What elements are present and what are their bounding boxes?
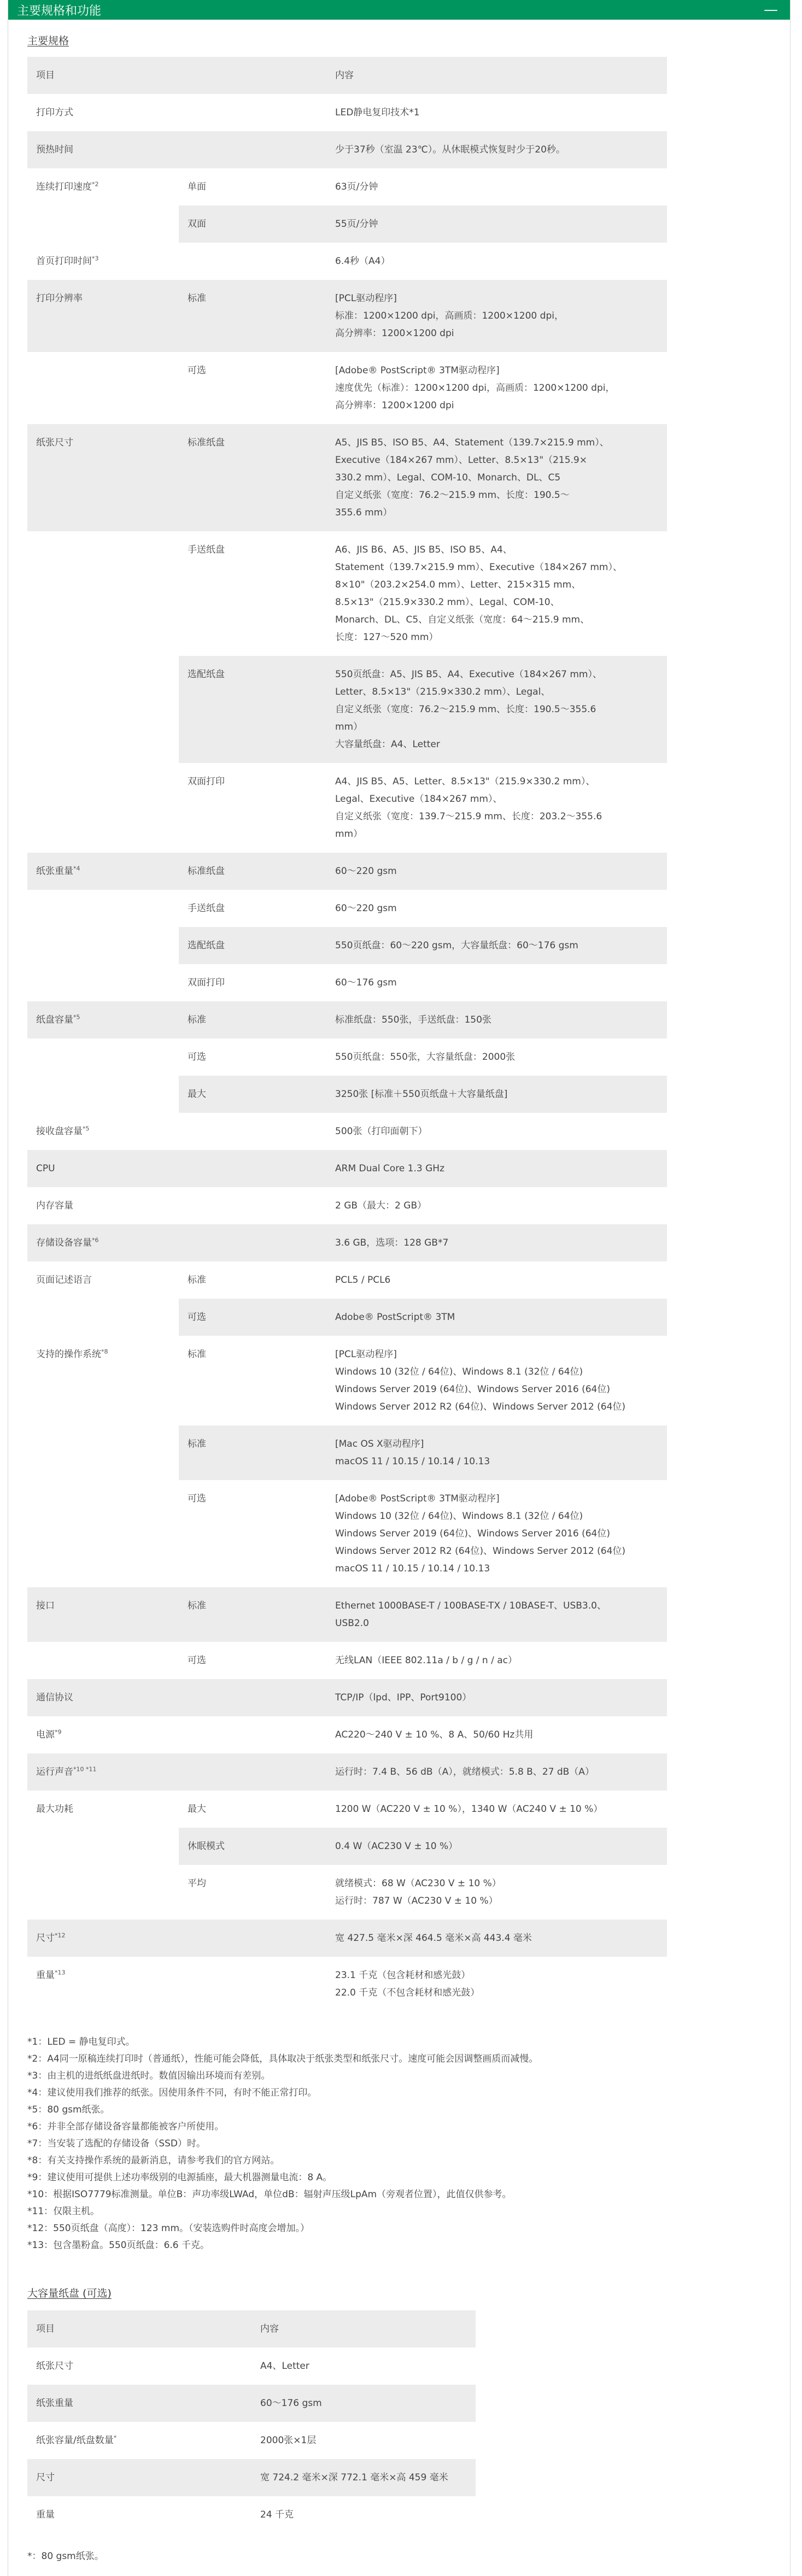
row-value <box>335 362 658 414</box>
row-value-line: 3.6 GB，选项：128 GB*7 <box>335 1237 449 1248</box>
row-sublabel: 标准 <box>188 1439 206 1450</box>
table-row <box>27 2348 476 2385</box>
table-row <box>27 1753 667 1791</box>
row-label: 连续打印速度 <box>36 181 92 192</box>
row-sublabel: 休眠模式 <box>188 1841 225 1852</box>
table-row <box>27 964 667 1001</box>
footnote-ref: *12 <box>55 1932 66 1939</box>
row-value <box>335 141 658 159</box>
row-sublabel: 最大 <box>188 1804 206 1815</box>
row-label: 接口 <box>36 1600 55 1611</box>
table-row <box>27 531 667 656</box>
row-value <box>335 1763 658 1781</box>
row-sublabel: 最大 <box>188 1089 206 1100</box>
row-sublabel: 双面打印 <box>188 776 225 787</box>
table-row <box>27 1261 667 1299</box>
footnote: *2：A4同一原稿连续打印时（普通纸），性能可能会降低，具体取决于纸张类型和纸张尺寸。速度可能会因调整画质而减慢。 <box>27 2053 538 2064</box>
row-value <box>335 1308 658 1326</box>
table-header-row <box>27 2310 476 2348</box>
row-value: 24 千克 <box>260 2509 294 2520</box>
row-value-line: 355.6 mm） <box>335 507 393 518</box>
row-value-line: 0.4 W（AC230 V ± 10 %） <box>335 1841 458 1852</box>
row-value <box>335 1085 658 1103</box>
hcf-spec-table <box>27 2310 476 2533</box>
row-value-line: 高分辨率：1200×1200 dpi <box>335 400 454 411</box>
row-label: 纸张重量 <box>36 866 73 877</box>
row-sublabel: 手送纸盘 <box>188 903 225 914</box>
main-spec-title: 主要规格 <box>27 35 69 47</box>
row-sublabel: 标准 <box>188 1600 206 1611</box>
row-value <box>335 1597 658 1632</box>
row-value <box>335 104 658 121</box>
row-value-line: Monarch、DL、C5、自定义纸张（宽度：64～215.9 mm、 <box>335 614 590 625</box>
table-row <box>27 1001 667 1038</box>
row-sublabel: 手送纸盘 <box>188 544 225 555</box>
minus-icon[interactable]: — <box>764 2 778 18</box>
row-value <box>335 1652 658 1669</box>
row-value-line: 无线LAN（IEEE 802.11a / b / g / n / ac） <box>335 1655 518 1666</box>
table-row <box>27 2496 476 2533</box>
row-value-line: Windows Server 2019 (64位)、Windows Server 2016 (64位) <box>335 1528 611 1539</box>
row-sublabel: 可选 <box>188 1493 206 1504</box>
row-label: 打印分辨率 <box>36 293 83 304</box>
row-value <box>335 666 658 753</box>
row-value <box>335 1800 658 1818</box>
table-row <box>27 2422 476 2459</box>
row-value-line: A6、JIS B6、A5、JIS B5、ISO B5、A4、 <box>335 544 512 555</box>
column-header-content: 内容 <box>335 70 354 81</box>
row-label: 页面记述语言 <box>36 1275 92 1286</box>
hcf-title: 大容量纸盘 (可选) <box>27 2287 112 2299</box>
row-value-line: AC220～240 V ± 10 %、8 A、50/60 Hz共用 <box>335 1729 534 1740</box>
table-row <box>27 1299 667 1336</box>
row-value <box>335 773 658 843</box>
row-value-line: 60～176 gsm <box>335 977 397 988</box>
row-value-line: macOS 11 / 10.15 / 10.14 / 10.13 <box>335 1563 490 1574</box>
row-label: 尺寸 <box>36 2472 55 2483</box>
row-value-line: 550页纸盘：60～220 gsm，大容量纸盘：60～176 gsm <box>335 940 578 951</box>
footnote: *6：并非全部存储设备容量都能被客户所使用。 <box>27 2121 224 2132</box>
row-value-line: 63页/分钟 <box>335 181 378 192</box>
row-value-line: 55页/分钟 <box>335 219 378 230</box>
row-value <box>335 974 658 991</box>
row-sublabel: 标准纸盘 <box>188 866 225 877</box>
table-row <box>27 131 667 168</box>
footnote: *10：根据ISO7779标准测量。单位B：声功率级LWAd，单位dB：辐射声压级LpAm（旁观者位置），此值仅供参考。 <box>27 2189 512 2200</box>
footnote-ref: *4 <box>73 865 80 872</box>
table-row <box>27 1187 667 1224</box>
row-value-line: [PCL驱动程序] <box>335 1349 397 1360</box>
table-row <box>27 927 667 964</box>
table-row <box>27 1716 667 1753</box>
table-row <box>27 1679 667 1716</box>
table-row <box>27 2459 476 2496</box>
row-sublabel: 标准 <box>188 1014 206 1025</box>
row-value <box>335 434 658 521</box>
row-label: 纸张重量 <box>36 2398 73 2409</box>
row-value-line: 22.0 千克（不包含耗材和感光鼓） <box>335 1987 480 1998</box>
table-row <box>27 1920 667 1957</box>
row-value-line: 550页纸盘：A5、JIS B5、A4、Executive（184×267 mm）、 <box>335 669 602 680</box>
table-row <box>27 1076 667 1113</box>
row-value-line: 少于37秒（室温 23℃）。从休眠模式恢复时少于20秒。 <box>335 144 565 155</box>
row-sublabel: 选配纸盘 <box>188 940 225 951</box>
row-value <box>335 1123 658 1140</box>
row-value-line: USB2.0 <box>335 1618 369 1629</box>
row-value: 60～176 gsm <box>260 2398 322 2409</box>
footnote-ref: *8 <box>101 1348 108 1356</box>
row-label: 打印方式 <box>36 107 73 118</box>
table-row <box>27 1038 667 1076</box>
row-value-line: Windows Server 2019 (64位)、Windows Server 2016 (64位) <box>335 1384 611 1395</box>
footnote: *8：有关支持操作系统的最新消息，请参考我们的官方网站。 <box>27 2155 280 2166</box>
row-value <box>335 1048 658 1066</box>
row-sublabel: 标准 <box>188 1275 206 1286</box>
row-sublabel: 可选 <box>188 1312 206 1323</box>
row-value-line: ARM Dual Core 1.3 GHz <box>335 1163 444 1174</box>
row-label: 纸张尺寸 <box>36 437 73 448</box>
row-value <box>335 900 658 917</box>
row-sublabel: 可选 <box>188 1052 206 1063</box>
row-value-line: 大容量纸盘：A4、Letter <box>335 739 440 750</box>
row-label: 内存容量 <box>36 1200 73 1211</box>
table-row <box>27 2385 476 2422</box>
row-value-line: 高分辨率：1200×1200 dpi <box>335 328 454 339</box>
table-row <box>27 1587 667 1642</box>
hcf-note: *：80 gsm纸张。 <box>27 2551 104 2562</box>
table-row <box>27 206 667 243</box>
row-value-line: mm） <box>335 829 363 840</box>
row-value: 2000张×1层 <box>260 2435 317 2446</box>
row-value <box>335 1875 658 1910</box>
footnote: *12：550页纸盘（高度）：123 mm。（安装选购件时高度会增加。） <box>27 2223 310 2234</box>
row-value <box>335 1838 658 1855</box>
row-value-line: 23.1 千克（包含耗材和感光鼓） <box>335 1970 471 1981</box>
table-row <box>27 763 667 853</box>
row-sublabel: 选配纸盘 <box>188 669 225 680</box>
row-value-line: 宽 427.5 毫米×深 464.5 毫米×高 443.4 毫米 <box>335 1933 532 1944</box>
row-value-line: PCL5 / PCL6 <box>335 1275 391 1286</box>
table-row <box>27 1150 667 1187</box>
row-value <box>335 1435 658 1470</box>
footnote: *9：建议使用可提供上述功率级别的电源插座，最大机器测量电流：8 A。 <box>27 2172 332 2183</box>
row-value <box>335 1689 658 1706</box>
row-value <box>335 253 658 270</box>
footnote: *11：仅限主机。 <box>27 2206 100 2217</box>
row-value <box>335 1271 658 1289</box>
row-value <box>335 290 658 342</box>
row-label: 重量 <box>36 1970 55 1981</box>
footnote-ref: *9 <box>55 1728 62 1736</box>
row-value-line: 6.4秒（A4） <box>335 256 390 267</box>
column-header-item: 项目 <box>36 2323 55 2334</box>
footnote-ref: *2 <box>92 180 99 188</box>
row-value-line: 3250张 [标准＋550页纸盘＋大容量纸盘] <box>335 1089 508 1100</box>
table-row <box>27 1480 667 1587</box>
row-value-line: Letter、8.5×13"（215.9×330.2 mm）、Legal、 <box>335 686 551 697</box>
row-sublabel: 双面打印 <box>188 977 225 988</box>
row-value-line: Windows 10 (32位 / 64位)、Windows 8.1 (32位 / 64位) <box>335 1511 583 1522</box>
row-value <box>335 862 658 880</box>
row-label: 纸张尺寸 <box>36 2361 73 2372</box>
row-sublabel: 标准 <box>188 293 206 304</box>
row-label: 重量 <box>36 2509 55 2520</box>
table-row <box>27 890 667 927</box>
footnote-ref: *5 <box>73 1013 80 1021</box>
footnote-ref: *3 <box>92 255 99 262</box>
column-header-content: 内容 <box>260 2323 279 2334</box>
row-value-line: 速度优先（标准）：1200×1200 dpi，高画质：1200×1200 dpi， <box>335 383 615 394</box>
row-value <box>335 541 658 646</box>
row-value <box>335 1929 658 1947</box>
footnote: *4：建议使用我们推荐的纸张。因使用条件不同，有时不能正常打印。 <box>27 2087 317 2098</box>
row-value-line: [Adobe® PostScript® 3TM驱动程序] <box>335 1493 500 1504</box>
row-value-line: 2 GB（最大：2 GB） <box>335 1200 427 1211</box>
table-row <box>27 1642 667 1679</box>
row-value-line: A5、JIS B5、ISO B5、A4、Statement（139.7×215.9 mm）、 <box>335 437 609 448</box>
table-row <box>27 1425 667 1480</box>
row-value <box>335 1160 658 1177</box>
section-header-bar[interactable] <box>8 0 790 20</box>
section-title: 主要规格和功能 <box>17 4 102 18</box>
row-value <box>335 1490 658 1577</box>
row-value-line: 550页纸盘：550张，大容量纸盘：2000张 <box>335 1052 516 1063</box>
row-value-line: Adobe® PostScript® 3TM <box>335 1312 455 1323</box>
row-value-line: Windows 10 (32位 / 64位)、Windows 8.1 (32位 / 64位) <box>335 1366 583 1377</box>
row-label: 首页打印时间 <box>36 256 92 267</box>
main-spec-notes <box>27 2034 538 2254</box>
table-row <box>27 853 667 890</box>
row-sublabel: 平均 <box>188 1878 206 1889</box>
row-value: A4、Letter <box>260 2361 309 2372</box>
row-label: 支持的操作系统 <box>36 1349 101 1360</box>
row-value-line: Legal、Executive（184×267 mm）、 <box>335 794 502 805</box>
row-value-line: Executive（184×267 mm）、Letter、8.5×13"（215.9× <box>335 455 587 466</box>
row-sublabel: 双面 <box>188 219 206 230</box>
table-row <box>27 280 667 352</box>
footnote: *7：当安装了选配的存储设备（SSD）时。 <box>27 2138 206 2149</box>
row-value-line: 运行时：787 W（AC230 V ± 10 %） <box>335 1896 498 1906</box>
row-value-line: macOS 11 / 10.15 / 10.14 / 10.13 <box>335 1456 490 1467</box>
footnote-ref: *5 <box>83 1125 90 1132</box>
row-label: 最大功耗 <box>36 1804 73 1815</box>
table-row <box>27 94 667 131</box>
footnote: *3：由主机的进纸纸盘进纸时。数值因输出环境而有差别。 <box>27 2070 271 2081</box>
row-value-line: 1200 W（AC220 V ± 10 %），1340 W（AC240 V ± 10 %） <box>335 1804 603 1815</box>
row-value-line: 标准：1200×1200 dpi，高画质：1200×1200 dpi， <box>335 310 564 321</box>
row-label: 纸张容量/纸盘数量 <box>36 2435 114 2446</box>
row-value-line: Windows Server 2012 R2 (64位)、Windows Server 2012 (64位) <box>335 1401 626 1412</box>
table-row <box>27 1957 667 2011</box>
row-label: CPU <box>36 1163 55 1174</box>
table-header-row <box>27 57 667 94</box>
footnote: *5：80 gsm纸张。 <box>27 2104 110 2115</box>
row-value: 宽 724.2 毫米×深 772.1 毫米×高 459 毫米 <box>260 2472 448 2483</box>
footnote-ref: *13 <box>55 1969 66 1976</box>
row-value-line: LED静电复印技术*1 <box>335 107 420 118</box>
row-value-line: [PCL驱动程序] <box>335 293 397 304</box>
main-spec-table <box>27 57 667 2011</box>
table-row <box>27 1865 667 1920</box>
row-sublabel: 单面 <box>188 181 206 192</box>
row-value-line: 8×10"（203.2×254.0 mm）、Letter、215×315 mm、 <box>335 579 581 590</box>
row-value <box>335 178 658 196</box>
row-label: 运行声音 <box>36 1767 73 1777</box>
row-sublabel: 标准纸盘 <box>188 437 225 448</box>
row-value-line: 长度：127～520 mm） <box>335 632 438 643</box>
row-value-line: 自定义纸张（宽度：139.7～215.9 mm、长度：203.2～355.6 <box>335 811 602 822</box>
table-row <box>27 352 667 424</box>
row-sublabel: 可选 <box>188 365 206 376</box>
footnote: *13：包含墨粉盒。550页纸盘：6.6 千克。 <box>27 2240 210 2251</box>
table-row <box>27 168 667 206</box>
row-sublabel: 可选 <box>188 1655 206 1666</box>
row-value-line: mm） <box>335 721 363 732</box>
row-label: 电源 <box>36 1729 55 1740</box>
column-header-item: 项目 <box>36 70 55 81</box>
table-row <box>27 1336 667 1425</box>
row-value <box>335 1967 658 2002</box>
table-row <box>27 1828 667 1865</box>
row-value-line: 60～220 gsm <box>335 866 397 877</box>
row-value <box>335 1234 658 1252</box>
row-value <box>335 1011 658 1029</box>
row-value <box>335 215 658 233</box>
row-value-line: Statement（139.7×215.9 mm）、Executive（184×267 mm）、 <box>335 562 622 573</box>
row-label: 纸盘容量 <box>36 1014 73 1025</box>
row-value-line: Ethernet 1000BASE-T / 100BASE-TX / 10BASE-T、USB3.0、 <box>335 1600 606 1611</box>
row-value-line: 500张（打印面朝下） <box>335 1126 428 1137</box>
row-value-line: Windows Server 2012 R2 (64位)、Windows Server 2012 (64位) <box>335 1546 626 1557</box>
table-row <box>27 424 667 531</box>
row-sublabel: 标准 <box>188 1349 206 1360</box>
row-label: 预热时间 <box>36 144 73 155</box>
row-value <box>335 1726 658 1744</box>
row-value-line: 8.5×13"（215.9×330.2 mm）、Legal、COM-10、 <box>335 597 560 608</box>
row-value-line: TCP/IP（lpd、IPP、Port9100） <box>335 1692 472 1703</box>
row-value-line: 自定义纸张（宽度：76.2～215.9 mm、长度：190.5～ <box>335 490 570 501</box>
row-value-line: 标准纸盘：550张，手送纸盘：150张 <box>335 1014 491 1025</box>
row-value <box>335 1346 658 1416</box>
table-row <box>27 1224 667 1261</box>
row-value-line: 运行时：7.4 B、56 dB（A），就绪模式：5.8 B、27 dB（A） <box>335 1767 594 1777</box>
row-value-line: 60～220 gsm <box>335 903 397 914</box>
table-row <box>27 1791 667 1828</box>
row-value-line: 就绪模式：68 W（AC230 V ± 10 %） <box>335 1878 501 1889</box>
footnote: *1：LED = 静电复印式。 <box>27 2037 135 2047</box>
table-row <box>27 243 667 280</box>
row-label: 存储设备容量 <box>36 1237 92 1248</box>
row-value-line: [Mac OS X驱动程序] <box>335 1439 424 1450</box>
row-value-line: 330.2 mm）、Legal、COM-10、Monarch、DL、C5 <box>335 472 561 483</box>
row-value <box>335 937 658 954</box>
row-label: 接收盘容量 <box>36 1126 83 1137</box>
table-row <box>27 656 667 763</box>
footnote-ref: *6 <box>92 1236 99 1244</box>
footnote-ref: *10 *11 <box>73 1765 97 1773</box>
row-value-line: 自定义纸张（宽度：76.2～215.9 mm、长度：190.5～355.6 <box>335 704 596 715</box>
row-label: 通信协议 <box>36 1692 73 1703</box>
row-label: 尺寸 <box>36 1933 55 1944</box>
table-row <box>27 1113 667 1150</box>
row-value-line: A4、JIS B5、A5、Letter、8.5×13"（215.9×330.2 mm）、 <box>335 776 595 787</box>
row-value <box>335 1197 658 1214</box>
row-value-line: [Adobe® PostScript® 3TM驱动程序] <box>335 365 500 376</box>
footnote-ref: * <box>113 2434 117 2442</box>
